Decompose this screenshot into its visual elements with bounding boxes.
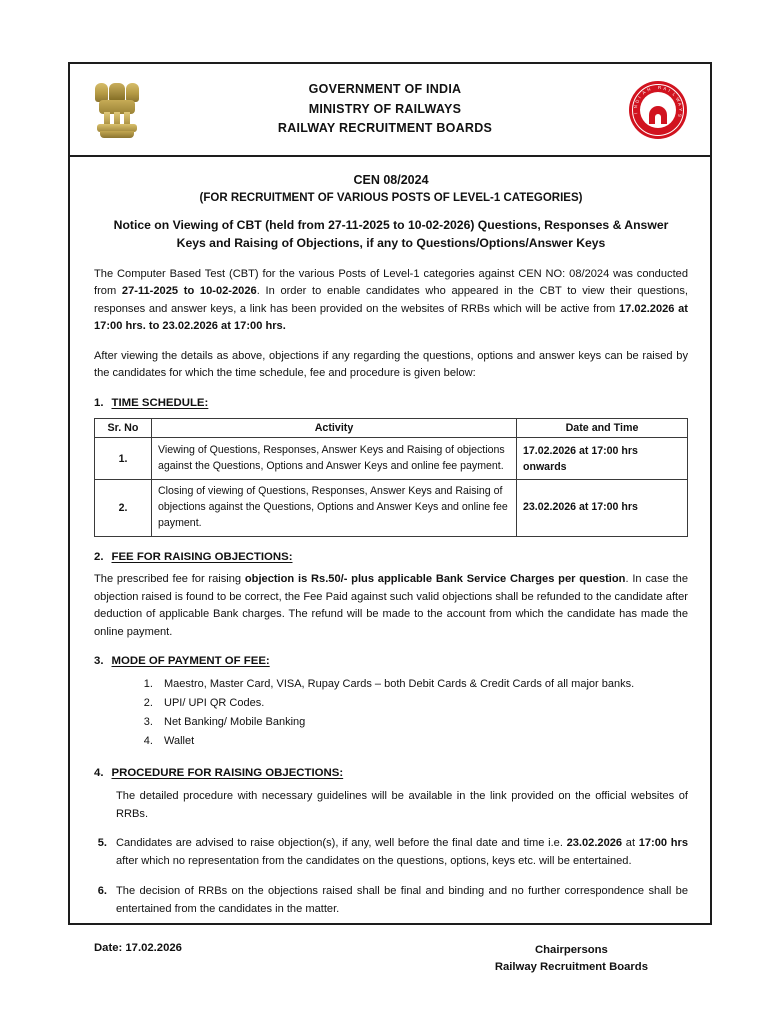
clause-5-c: at: [622, 837, 639, 850]
intro-paragraph-2: After viewing the details as above, objections if any regarding the questions, options and answer keys can be raised by the candidates for which the time schedule, fee and procedure is given below:: [94, 349, 688, 380]
indian-railways-seal-icon: [616, 81, 700, 139]
seal-ring-text: I N D I A N R A I L W A Y S: [633, 84, 684, 118]
clause-5-text: [116, 835, 688, 871]
clause-5-e: after which no representation from the candidates on the questions, options, keys etc. will be entertained.: [116, 855, 632, 868]
fee-para-a: The prescribed fee for raising: [94, 573, 245, 586]
row-1-srno: 1.: [95, 437, 152, 480]
table-header-datetime: Date and Time: [517, 418, 688, 437]
clause-6-text: The decision of RRBs on the objections raised shall be final and binding and no further correspondence shall be entertained from the candidates in the matter.: [116, 884, 688, 915]
footer-signature-block: [495, 942, 684, 975]
clause-5-time: 17:00 hrs: [638, 837, 688, 850]
table-header-row: [95, 418, 688, 437]
clause-5-date: 23.02.2026: [566, 837, 623, 850]
section-heading-procedure: [94, 767, 688, 779]
document-header: [70, 64, 710, 157]
section-4-number: 4.: [94, 766, 104, 779]
section-heading-fee: [94, 551, 688, 563]
section-3-number: 3.: [94, 655, 104, 668]
fee-amount-highlight: objection is Rs.50/- plus applicable Bank Service Charges per question: [244, 573, 626, 586]
cen-number: CEN 08/2024: [353, 173, 429, 187]
clause-5-a: Candidates are advised to raise objection(s), if any, well before the final date and time i.e.: [116, 837, 567, 850]
ashoka-base: [100, 131, 134, 138]
notice-title-line-2: Keys and Raising of Objections, if any to Questions/Options/Answer Keys: [176, 236, 606, 251]
section-1-title: TIME SCHEDULE:: [111, 396, 209, 409]
row-2-activity: Closing of viewing of Questions, Responses, Answer Keys and Raising of objections against the Questions, Options and Answer Keys and online fee payment.: [152, 480, 517, 537]
header-title-block: [154, 80, 616, 138]
intro-p1-c: . In order to enable candidates who appeared in the CBT to view their questions, responses and answer keys, a link has been provided on the websites of RRBs which will be active from: [94, 285, 688, 315]
fee-paragraph: [94, 571, 688, 641]
header-line-government: GOVERNMENT OF INDIA: [308, 82, 462, 97]
table-header-srno: Sr. No: [95, 418, 152, 437]
list-item: 2. UPI/ UPI QR Codes.: [156, 694, 688, 713]
row-1-datetime: 17.02.2026 at 17:00 hrs onwards: [517, 437, 688, 480]
intro-p1-a: The Computer Based Test (CBT) for the various Posts of Level-1 categories against CEN NO: 08/2024 was conducted from: [94, 267, 688, 298]
time-schedule-table: [94, 418, 688, 537]
section-2-title: FEE FOR RAISING OBJECTIONS:: [111, 551, 293, 564]
section-4-title: PROCEDURE FOR RAISING OBJECTIONS:: [111, 766, 344, 779]
cen-subtitle: (FOR RECRUITMENT OF VARIOUS POSTS OF LEVEL-1 CATEGORIES): [199, 192, 583, 204]
section-1-number: 1.: [94, 396, 104, 409]
intro-p1-window: 17.02.2026 at 17:00 hrs. to 23.02.2026 at 17:00 hrs.: [94, 302, 688, 333]
clause-5: [94, 835, 688, 871]
section-2-number: 2.: [94, 551, 104, 564]
clause-6-number: 6.: [97, 884, 107, 897]
list-item: 1. Maestro, Master Card, VISA, Rupay Cards – both Debit Cards & Credit Cards of all major banks.: [156, 675, 688, 694]
header-line-ministry: MINISTRY OF RAILWAYS: [308, 101, 462, 116]
railways-seal-graphic: [629, 81, 687, 139]
table-header-activity: Activity: [152, 418, 517, 437]
section-3-title: MODE OF PAYMENT OF FEE:: [111, 655, 270, 668]
section-heading-time-schedule: [94, 397, 688, 409]
document-body: [70, 157, 710, 975]
procedure-paragraph: The detailed procedure with necessary guidelines will be available in the link provided on the official websites of RRBs.: [116, 789, 688, 820]
header-line-boards: RAILWAY RECRUITMENT BOARDS: [277, 121, 493, 136]
clause-5-number: 5.: [97, 837, 107, 850]
intro-p1-dates: 27-11-2025 to 10-02-2026: [121, 285, 257, 298]
list-item: 4. Wallet: [156, 732, 688, 751]
row-1-activity: Viewing of Questions, Responses, Answer Keys and Raising of objections against the Questions, Options and Answer Keys and online fee payment.: [152, 437, 517, 480]
section-heading-mode-of-payment: [94, 655, 688, 667]
ashoka-pillar-emblem-icon: [80, 81, 154, 139]
signature-organisation: Railway Recruitment Boards: [494, 960, 648, 973]
document-page-frame: [68, 62, 712, 973]
clause-6: [94, 883, 688, 919]
document-footer: [94, 942, 688, 975]
row-2-srno: 2.: [95, 480, 152, 537]
footer-date: Date: 17.02.2026: [94, 942, 182, 955]
table-row: [95, 437, 688, 480]
payment-modes-list: [94, 675, 688, 751]
table-row: [95, 480, 688, 537]
fee-para-c: . In case the objection raised is found to be correct, the Fee Paid against such valid objections shall be refunded to the candidate after deduction of applicable Bank charges. The refund will be made to the account from which the candidate has made the online payment.: [94, 573, 688, 638]
row-2-datetime: 23.02.2026 at 17:00 hrs: [517, 480, 688, 537]
signature-designation: Chairpersons: [534, 944, 608, 957]
notice-title: [94, 216, 688, 253]
notice-title-line-1: Notice on Viewing of CBT (held from 27-11-2025 to 10-02-2026) Questions, Responses & Answer: [113, 218, 669, 232]
ashoka-emblem-graphic: [94, 81, 140, 139]
intro-paragraph-1: [94, 266, 688, 336]
list-item: 3. Net Banking/ Mobile Banking: [156, 713, 688, 732]
